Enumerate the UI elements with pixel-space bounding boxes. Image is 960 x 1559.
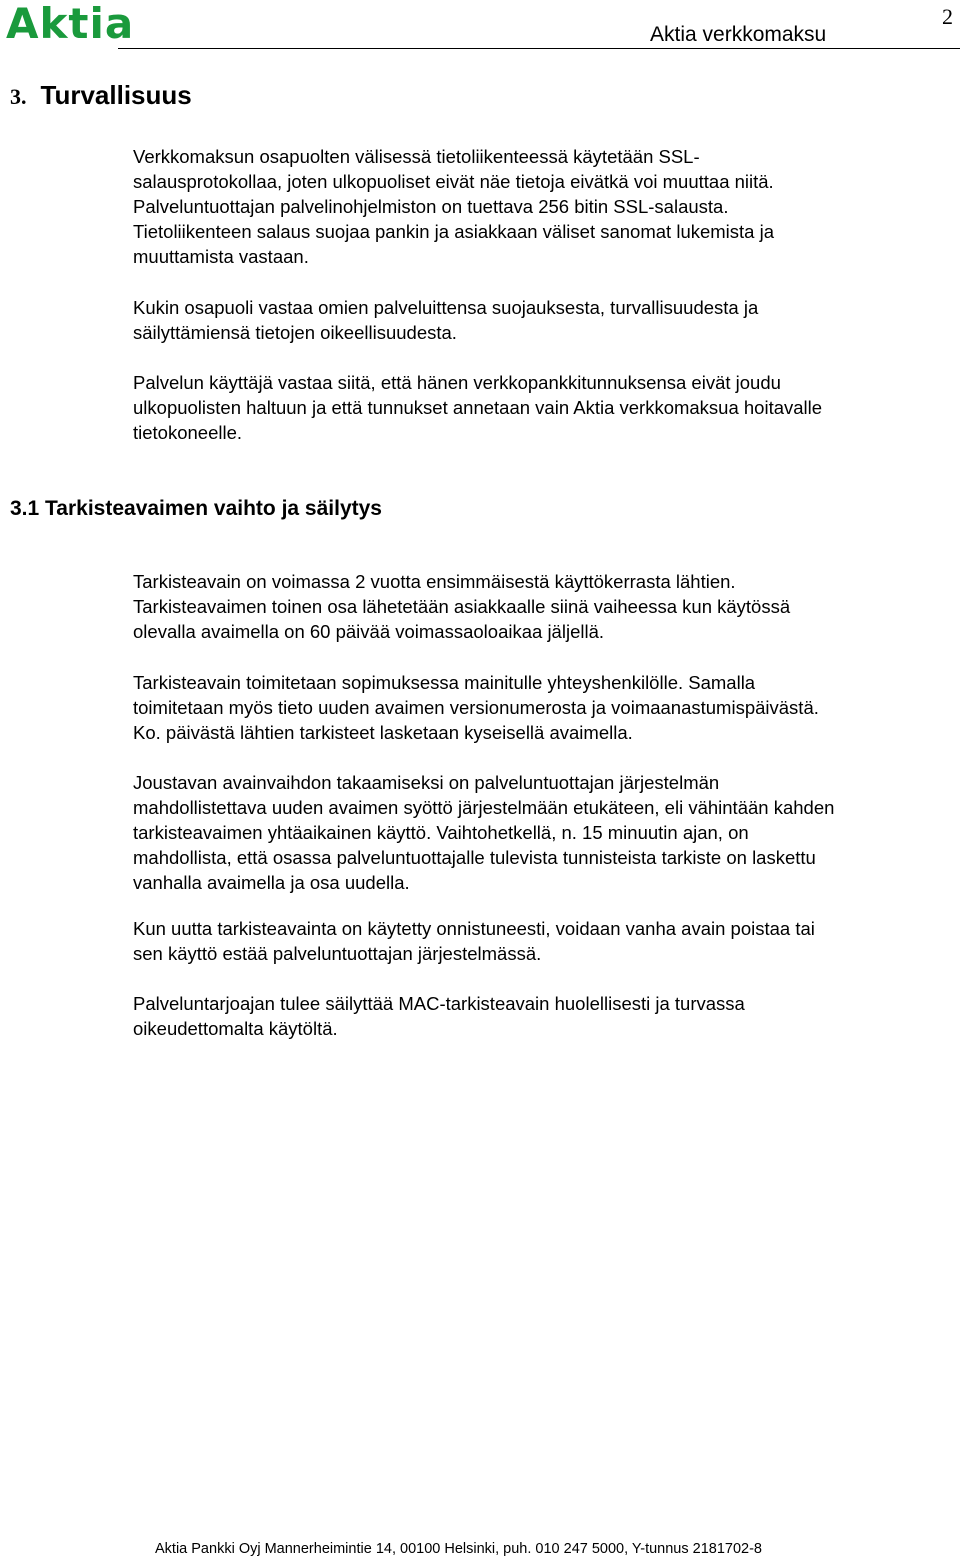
paragraph-old-key-removal: Kun uutta tarkisteavainta on käytetty onnistuneesti, voidaan vanha avain poistaa tai sen käyttö estää palveluntuottajan järjestelmässä. xyxy=(133,918,815,964)
section-number: 3. xyxy=(10,84,27,109)
subsection-heading: 3.1 Tarkisteavaimen vaihto ja säilytys xyxy=(10,497,382,520)
paragraph-responsibility: Kukin osapuoli vastaa omien palveluittensa suojauksesta, turvallisuudesta ja säilyttämiensä tietojen oikeellisuudesta. xyxy=(133,297,759,343)
paragraph-key-storage: Palveluntarjoajan tulee säilyttää MAC-tarkisteavain huolellisesti ja turvassa oikeudettomalta käytöltä. xyxy=(133,993,745,1039)
footer-company-info: Aktia Pankki Oyj Mannerheimintie 14, 00100 Helsinki, puh. 010 247 5000, Y-tunnus 2181702-8 xyxy=(155,1541,762,1557)
document-title: Aktia verkkomaksu xyxy=(650,23,827,46)
section-title: Turvallisuus xyxy=(40,80,192,110)
paragraph-ssl: Verkkomaksun osapuolten välisessä tietoliikenteessä käytetään SSL- salausprotokollaa, joten ulkopuoliset eivät näe tietoja eivätkä voi muuttaa niitä. Palveluntuottajan palvelinohjelmiston on tuettava 256 bitin SSL-salausta. Tietoliikenteen salaus suojaa pankin ja asiakkaan väliset sanomat lukemista ja muuttamista vastaan. xyxy=(133,146,775,267)
page-number: 2 xyxy=(942,4,953,29)
paragraph-key-change: Joustavan avainvaihdon takaamiseksi on palveluntuottajan järjestelmän mahdollistettava uuden avaimen syöttö järjestelmään etukäteen, eli vähintään kahden tarkisteavaimen yhtäaikainen käyttö. Vaihtohetkellä, n. 15 minuutin ajan, on mahdollista, että osassa palveluntuottajalle tulevista tunnisteista tarkiste on laskettu vanhalla avaimella ja osa uudella. xyxy=(133,772,835,893)
paragraph-key-validity: Tarkisteavain on voimassa 2 vuotta ensimmäisestä käyttökerrasta lähtien. Tarkisteavaimen toinen osa lähetetään asiakkaalle siinä vaiheessa kun käytössä olevalla avaimella on 60 päivää voimassaoloaikaa jäljellä. xyxy=(133,571,791,642)
section-heading xyxy=(10,80,192,112)
aktia-logo: Aktia xyxy=(6,0,135,48)
paragraph-user-credentials: Palvelun käyttäjä vastaa siitä, että hänen verkkopankkitunnuksensa eivät joudu ulkopuolisten haltuun ja että tunnukset annetaan vain Aktia verkkomaksua hoitavalle tietokoneelle. xyxy=(133,372,823,443)
paragraph-key-delivery: Tarkisteavain toimitetaan sopimuksessa mainitulle yhteyshenkilölle. Samalla toimitetaan myös tieto uuden avaimen versionumerosta ja voimaanastumispäivästä. Ko. päivästä lähtien tarkisteet lasketaan kyseisellä avaimella. xyxy=(133,672,819,743)
header-divider xyxy=(118,48,960,49)
